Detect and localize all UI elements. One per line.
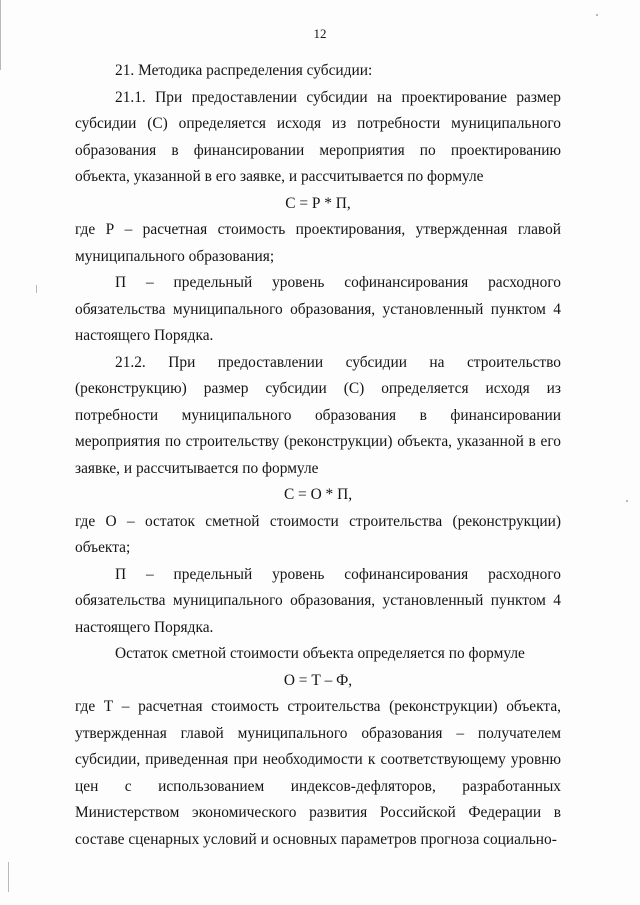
- scan-artifact: [596, 14, 598, 16]
- scan-artifact: [626, 500, 628, 502]
- paragraph-21-2: 21.2. При предоставлении субсидии на строительство (реконструкцию) размер субсидии (С) определяется исходя из потребности муниципального образования в финансировании мероприятия по строительству (реконструкции) объекта, указанной в его заявке, и рассчитывается по формуле: [75, 353, 561, 477]
- scan-artifact: [0, 0, 1, 70]
- definition-o: где О – остаток сметной стоимости строительства (реконструкции) объекта;: [75, 512, 561, 556]
- definition-p-1: П – предельный уровень софинансирования расходного обязательства муниципального образования, установленный пунктом 4 настоящего Порядка.: [75, 274, 561, 344]
- section-heading: 21. Методика распределения субсидии:: [115, 62, 373, 79]
- remainder-intro: Остаток сметной стоимости объекта определяется по формуле: [115, 645, 525, 662]
- definition-p-2: П – предельный уровень софинансирования расходного обязательства муниципального образования, установленный пунктом 4 настоящего Порядка.: [75, 565, 561, 636]
- paragraph-21-1: 21.1. При предоставлении субсидии на проектирование размер субсидии (С) определяется исходя из потребности муниципального образования в финансировании мероприятия по проектированию объекта, указанной в его заявке, и рассчитывается по формуле: [75, 88, 561, 185]
- formula-c-op: С = О * П,: [283, 486, 353, 503]
- document-body: [75, 58, 561, 853]
- formula-c-rp: С = Р * П,: [285, 194, 351, 212]
- page-number: 12: [313, 26, 327, 41]
- formula-o-tf: О = Т – Ф,: [283, 671, 353, 689]
- scan-artifact: [36, 285, 37, 293]
- definition-t: где Т – расчетная стоимость строительства (реконструкции) объекта, утвержденная главой муниципального образования – получателем субсидии, приведенная при необходимости к соответствующему уровню цен с использованием индексов-дефляторов, разработанных Министерством экономического развития Российской Федерации в составе сценарных условий и основных параметров прогноза социально-: [75, 698, 561, 848]
- definition-r: где Р – расчетная стоимость проектирования, утвержденная главой муниципального образования;: [75, 221, 561, 265]
- scan-artifact: [8, 862, 9, 892]
